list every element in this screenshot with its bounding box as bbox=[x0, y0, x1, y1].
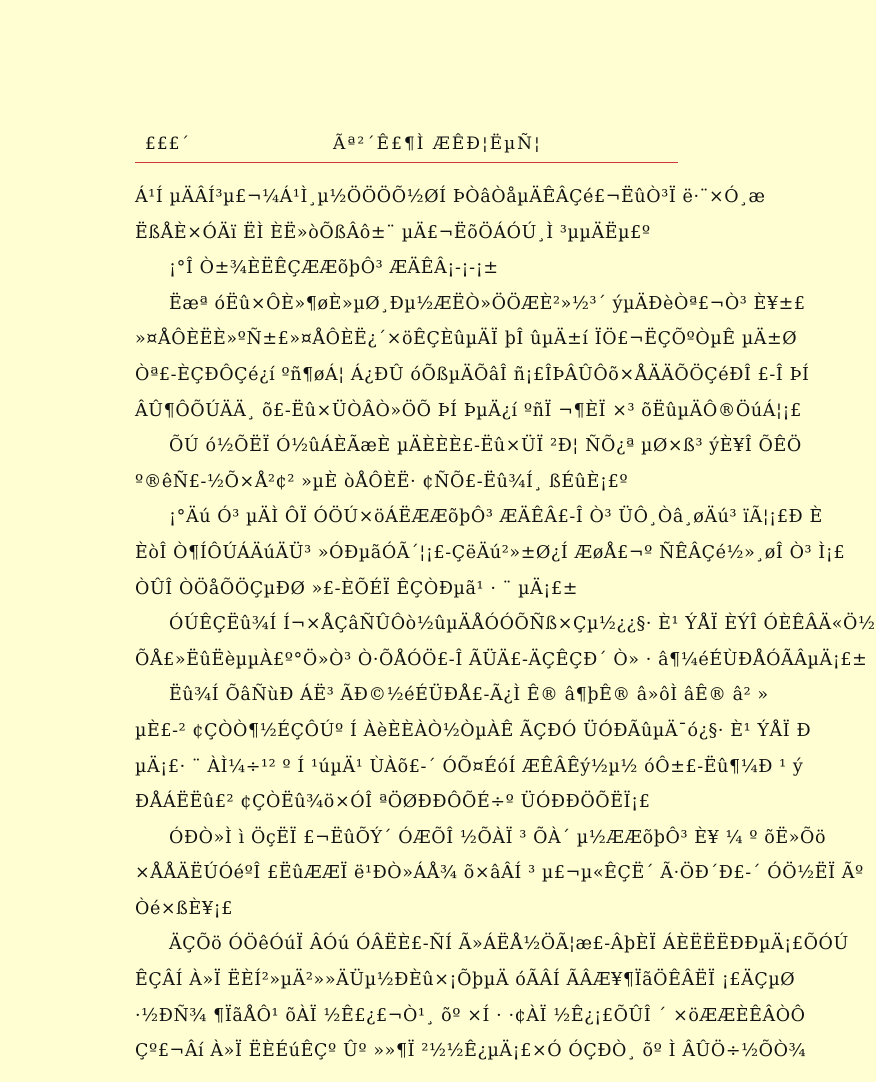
header-rule bbox=[135, 162, 678, 163]
text-line: Á¹Í µÄÂÍ³µ£¬¼Á¹Ì¸µ½ÖÖÖÕ½ØÍ ÞÒâÒåµÄÊÂÇé£¬ËûÒ³Ï ë·¨×Ó¸æ bbox=[135, 187, 766, 207]
text-line: ÕÚ ó½ÕËÏ Ó½ûÁÈÃæÈ µÄÈÈÈ£-Ëû×ÜÏ ²Ð¦ ÑÕ¿ª µØ×ß³ ýÈ¥Î ÕÊÖ bbox=[169, 436, 802, 457]
text-line: ÕÅ£»ËûËèµµÀ£º°Ö»Ò³ Ò·ÕÅÓÖ£-Î ÃÜÄ£-ÄÇÊÇÐ´ Ò» · â¶¼éÉÙÐÅÓÃÂµÄ¡£± bbox=[135, 649, 868, 670]
text-line: º®êÑ£-½Õ×Å²¢² »µÈ òÅÔÈË· ¢ÑÕ£-Ëû¾Í¸ ßÉûÈ¡£º bbox=[135, 471, 629, 492]
text-line: ÊÇÂÍ À»Ï ËÈÍ²»µÄ²»»ÄÜµ½ÐÈû×¡ÕþµÄ óÃÂÍ ÃÂÆ¥¶ÏãÖÊÂËÏ ¡£ÄÇµØ bbox=[135, 970, 796, 991]
page-header bbox=[135, 130, 678, 162]
text-line: Ëæª óËû×ÔÈ»¶øÈ»µØ¸Ðµ½ÆËÒ»ÖÖÆÈ²»½³´ ýµÄÐèÒª£¬Ò³ È¥±£ bbox=[169, 293, 806, 314]
text-line: Ëû¾Í ÕâÑùÐ ÁË³ ÃÐ©½éÉÜÐÅ£-Ã¿Ì Ê® â¶þÊ® â»ôÌ âÊ® â² » bbox=[169, 685, 769, 706]
text-line: ÓÐÒ»Ì ì ÖçËÏ £¬ËûÕÝ´ ÓÆÕÎ ½ÕÀÏ ³ ÕÀ´ µ½ÆÆõþÔ³ È¥ ¼ º õË»Õö bbox=[169, 827, 827, 848]
page-number: £££´ bbox=[145, 134, 190, 154]
body-text bbox=[135, 180, 876, 1070]
text-line: »¤ÅÔÈËÈ»ºÑ±£»¤ÅÔÈË¿´×öÊÇÈûµÄÏ þÎ ûµÄ±í ÏÖ£¬ËÇÕºÒµÊ µÄ±Ø bbox=[135, 329, 798, 350]
text-line: ÒÛÎ ÒÖåÕÖÇµÐØ »£-ÈÕÉÏ ÊÇÒÐµã¹ · ¨ µÄ¡£± bbox=[135, 578, 579, 599]
text-line: µÄ¡£· ¨ ÀÌ¼÷¹² º Í ¹úµÄ¹ ÙÀõ£-´ ÓÕ¤ÉóÍ ÆÊÂÊý½µ½ óÔ±£-Ëû¶¼Ð ¹ ý bbox=[135, 756, 804, 777]
text-line: ËßÅÈ×ÓÄï ËÌ ÈË»òÕßÂô±¨ µÄ£¬ËõÖÁÓÚ¸Ì ³µµÄËµ£º bbox=[135, 222, 651, 243]
text-line: Òª£-ÈÇÐÔÇé¿í ºñ¶øÁ¦ Á¿ÐÛ óÕßµÄÕâÎ ñ¡£ÎÞÂÛÔõ×ÅÄÄÕÖÇéÐÎ £-Î ÞÍ bbox=[135, 364, 810, 385]
text-line: Òé×ßÈ¥¡£ bbox=[135, 898, 233, 919]
text-line: µÈ£-² ¢ÇÒÒ¶½ÉÇÔÚº Í ÀèÈÈÀÒ½ÒµÀÊ ÃÇÐÓ ÜÓÐÃûµÄ¯ó¿§· È¹ ÝÅÏ Ð bbox=[135, 720, 812, 741]
running-title: Ãª²´Ê£¶Ì ÆÊÐ¦ËµÑ¦ bbox=[333, 134, 542, 154]
text-line: ÄÇÕö ÓÖêÓúÏ ÂÓú ÓÂËÈ£-ÑÍ Ã»ÁËÅ½ÖÃ¦æ£-ÂþÈÏ ÁÈËËËÐÐµÄ¡£ÕÓÚ bbox=[169, 934, 849, 955]
text-line: Çº£¬Âí À»Ï ËÈÉúÊÇº Ûº »»¶Ï ²½½Ê¿µÄ¡£×Ó ÓÇÐÒ¸ õº Ì ÂÛÖ÷½ÕÒ¾ bbox=[135, 1041, 807, 1062]
text-line: ¡°Î Ò±¾ÈËÊÇÆÆõþÔ³ ÆÄÊÂ¡-¡-¡± bbox=[169, 258, 499, 279]
text-line: ¡°Äú Ó³ µÄÌ ÔÏ ÓÖÚ×öÁËÆÆõþÔ³ ÆÄÊÂ£-Î Ò³ ÜÔ¸Òâ¸øÄú³ ïÃ¦¡£Ð È bbox=[169, 507, 823, 528]
text-line: ÂÛ¶ÔÕÚÄÄ¸ õ£-Ëû×ÜÒÂÒ»ÖÕ ÞÍ ÞµÄ¿í ºñÏ ¬¶ÈÏ ×³ õËûµÄÔ®ÖúÁ¦¡£ bbox=[135, 400, 802, 421]
text-line: ÐÅÁËËû£² ¢ÇÒËû¾ö×ÓÎ ªÖØÐÐÔÕÉ÷º ÜÓÐÐÖÕËÏ¡£ bbox=[135, 792, 651, 813]
text-line: ·½ÐÑ¾ ¶ÏãÅÔ¹ õÀÏ ½Ê£¿£¬Ò¹¸ õº ×Í · ·¢ÀÏ ½Ê¿¡£ÕÛÎ ´ ×öÆÆÈÊÂÒÔ bbox=[135, 1005, 806, 1026]
text-line: ×ÅÅÄËÚÓéºÎ £ËûÆÆÏ ë¹ÐÒ»ÁÅ¾ õ×âÂÍ ³ µ£¬µ«ÊÇË´ Ã·ÖÐ´Ð£-´ ÓÖ½ËÏ Ãº bbox=[135, 863, 864, 884]
text-line: ÓÚÊÇËû¾Í Í¬×ÅÇâÑÛÔò½ûµÄÅÓÓÕÑß×Çµ½¿¿§· È¹ ÝÅÏ ÈÝÎ ÓÈÊÂÄ«Ö½ bbox=[169, 614, 876, 635]
text-line: ÈòÎ Ò¶ÍÔÚÁÄúÄÜ³ »ÓÐµãÓÃ´¦¡£-ÇëÄú²»±Ø¿Í ÆøÅ£¬º ÑÊÂÇé½»¸øÎ Ò³ Ì¡£ bbox=[135, 542, 846, 563]
